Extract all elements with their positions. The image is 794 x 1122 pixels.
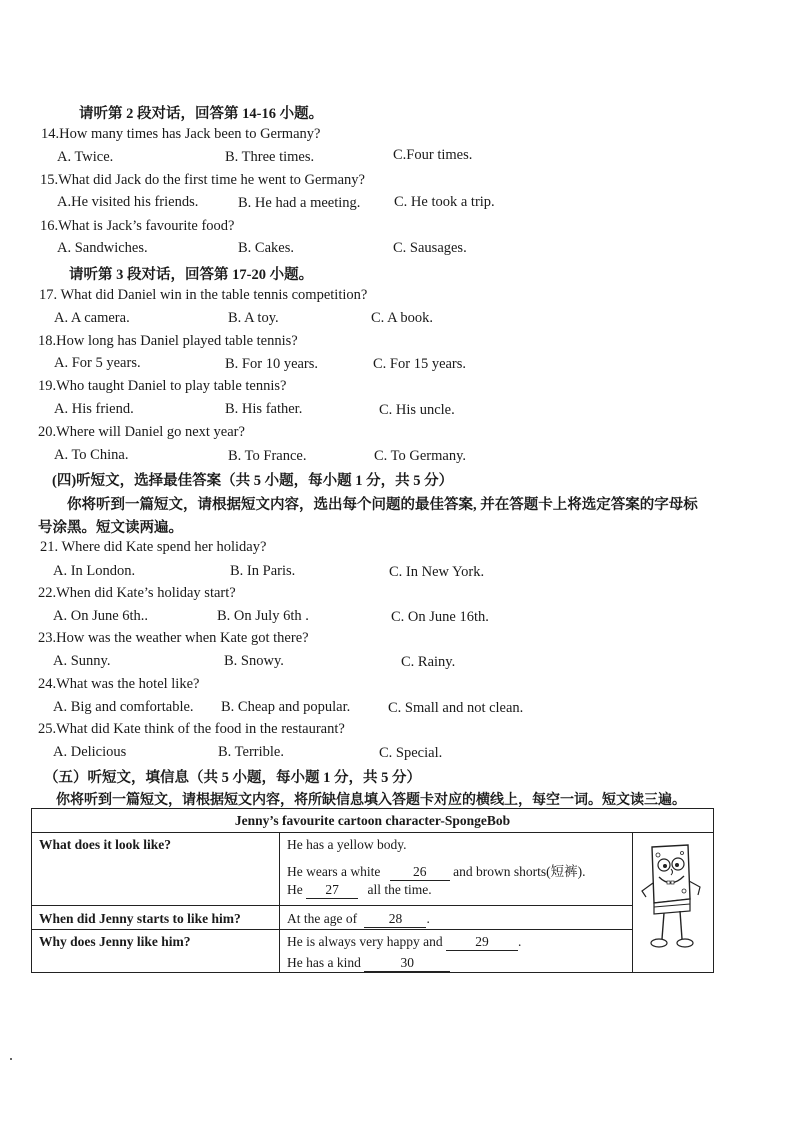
q24-option-c: C. Small and not clean. xyxy=(388,700,524,716)
q14-option-a: A. Twice. xyxy=(57,149,114,165)
q15-option-b: B. He had a meeting. xyxy=(238,195,361,211)
row2-text-after: . xyxy=(426,911,430,926)
q18-option-a: A. For 5 years. xyxy=(54,355,141,371)
q16-option-b: B. Cakes. xyxy=(238,240,294,256)
part5-heading: （五）听短文，填信息（共 5 小题，每小题 1 分，共 5 分） xyxy=(44,770,421,786)
table-column-divider xyxy=(279,832,280,973)
question-19: 19.Who taught Daniel to play table tennis? xyxy=(38,378,287,394)
q19-option-b: B. His father. xyxy=(225,401,303,417)
q14-option-b: B. Three times. xyxy=(225,149,315,165)
blank-26: 26 xyxy=(390,864,450,881)
q23-option-a: A. Sunny. xyxy=(53,653,111,669)
q16-option-c: C. Sausages. xyxy=(393,240,467,256)
row2-text: At the age of xyxy=(287,911,358,926)
blank-27: 27 xyxy=(306,882,358,899)
row1-answer-line2 xyxy=(287,860,585,881)
question-22: 22.When did Kate’s holiday start? xyxy=(38,585,236,601)
question-24: 24.What was the hotel like? xyxy=(38,676,200,692)
row1-line3-text-after: all the time. xyxy=(367,882,432,897)
row1-line3-text: He xyxy=(287,882,303,897)
q20-option-b: B. To France. xyxy=(228,448,307,464)
q24-option-a: A. Big and comfortable. xyxy=(53,699,194,715)
q15-option-c: C. He took a trip. xyxy=(394,194,495,210)
q20-option-a: A. To China. xyxy=(54,447,129,463)
question-16: 16.What is Jack’s favourite food? xyxy=(40,218,235,234)
row1-line2-text: He wears a white xyxy=(287,864,381,879)
row2-question: When did Jenny starts to like him? xyxy=(39,911,241,926)
part4-instruction-line1: 你将听到一篇短文，请根据短文内容，选出每个问题的最佳答案, 并在答题卡上将选定答案的字母标 xyxy=(67,497,698,513)
q22-option-c: C. On June 16th. xyxy=(391,609,489,625)
row3-answer-line1 xyxy=(287,934,521,951)
q17-option-b: B. A toy. xyxy=(228,310,279,326)
row3-answer-line2 xyxy=(287,955,450,972)
q20-option-c: C. To Germany. xyxy=(374,448,467,464)
question-21: 21. Where did Kate spend her holiday? xyxy=(40,539,267,555)
q22-option-b: B. On July 6th . xyxy=(217,608,309,624)
q25-option-b: B. Terrible. xyxy=(218,744,284,760)
part4-heading: (四)听短文，选择最佳答案（共 5 小题，每小题 1 分，共 5 分） xyxy=(52,473,454,489)
q21-option-a: A. In London. xyxy=(53,563,136,579)
q18-option-c: C. For 15 years. xyxy=(373,356,467,372)
table-row-divider xyxy=(32,905,632,906)
q21-option-b: B. In Paris. xyxy=(230,563,296,579)
q14-option-c: C.Four times. xyxy=(393,147,473,163)
question-20: 20.Where will Daniel go next year? xyxy=(38,424,245,440)
q15-option-a: A.He visited his friends. xyxy=(57,194,199,210)
question-17: 17. What did Daniel win in the table tennis competition? xyxy=(39,287,368,303)
scan-speck xyxy=(10,1058,12,1060)
blank-28: 28 xyxy=(364,911,426,928)
q17-option-c: C. A book. xyxy=(371,310,434,326)
section2-instruction: 请听第 2 段对话，回答第 14-16 小题。 xyxy=(79,106,324,122)
blank-30: 30 xyxy=(364,955,450,972)
q21-option-c: C. In New York. xyxy=(389,564,485,580)
table-column-divider xyxy=(632,832,633,973)
q25-option-c: C. Special. xyxy=(379,745,443,761)
question-15: 15.What did Jack do the first time he went to Germany? xyxy=(40,172,365,188)
row1-question: What does it look like? xyxy=(39,837,172,852)
question-23: 23.How was the weather when Kate got there? xyxy=(38,630,309,646)
info-table xyxy=(31,808,714,973)
q25-option-a: A. Delicious xyxy=(53,744,127,760)
spongebob-illustration xyxy=(638,841,708,956)
q18-option-b: B. For 10 years. xyxy=(225,356,319,372)
section3-instruction: 请听第 3 段对话，回答第 17-20 小题。 xyxy=(69,267,314,283)
part5-instruction: 你将听到一篇短文，请根据短文内容，将所缺信息填入答题卡对应的横线上，每空一词。短文读三遍。 xyxy=(56,793,686,808)
row3-line1-text-after: . xyxy=(517,934,522,949)
q23-option-c: C. Rainy. xyxy=(401,654,456,670)
question-14: 14.How many times has Jack been to Germany? xyxy=(41,126,321,142)
q19-option-a: A. His friend. xyxy=(54,401,134,417)
row3-line2-text: He has a kind xyxy=(287,955,361,970)
q23-option-b: B. Snowy. xyxy=(224,653,284,669)
blank-29: 29 xyxy=(446,934,518,951)
row1-answer-line3 xyxy=(287,882,432,899)
row2-answer xyxy=(287,911,430,928)
q16-option-a: A. Sandwiches. xyxy=(57,240,148,256)
row1-line2-text-after: and brown shorts(短裤). xyxy=(453,864,586,879)
q24-option-b: B. Cheap and popular. xyxy=(221,699,351,715)
row1-answer-line1: He has a yellow body. xyxy=(287,837,407,852)
question-18: 18.How long has Daniel played table tennis? xyxy=(38,333,298,349)
row3-question: Why does Jenny like him? xyxy=(39,934,191,949)
part4-instruction-line2: 号涂黑。短文读两遍。 xyxy=(38,520,183,536)
table-row-divider xyxy=(32,929,632,930)
row3-line1-text: He is always very happy and xyxy=(287,934,443,949)
q17-option-a: A. A camera. xyxy=(54,310,130,326)
q22-option-a: A. On June 6th.. xyxy=(53,608,149,624)
table-title: Jenny’s favourite cartoon character-SpongeBob xyxy=(32,809,713,833)
question-25: 25.What did Kate think of the food in the restaurant? xyxy=(38,721,345,737)
q19-option-c: C. His uncle. xyxy=(379,402,455,418)
